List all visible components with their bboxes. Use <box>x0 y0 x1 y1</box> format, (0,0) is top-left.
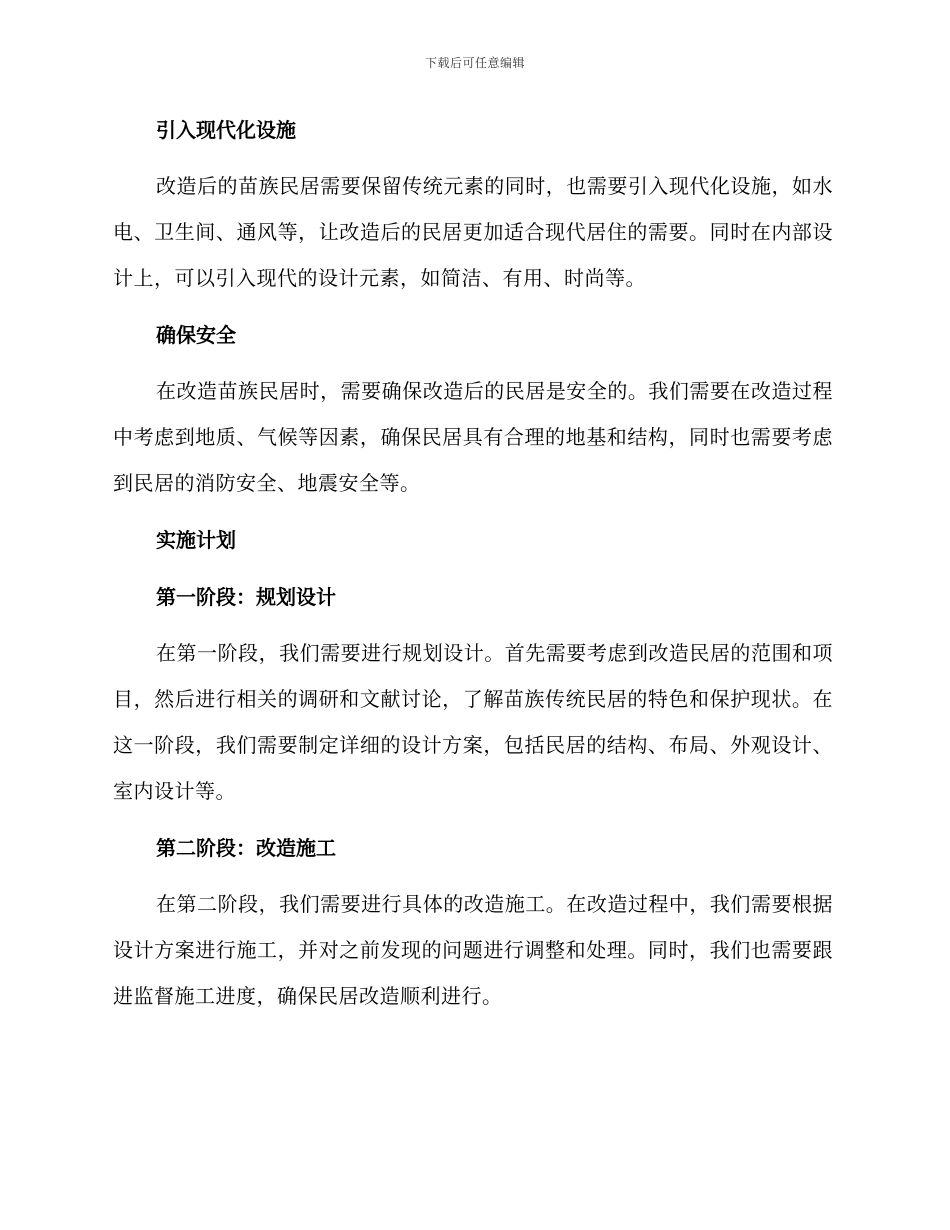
section-paragraph-phase-two: 在第二阶段，我们需要进行具体的改造施工。在改造过程中，我们需要根据设计方案进行施工，并对之前发现的问题进行调整和处理。同时，我们也需要跟进监督施工进度，确保民居改造顺利进行。 <box>113 892 833 1008</box>
section-heading-implementation-plan: 实施计划 <box>156 528 236 552</box>
document-body <box>113 106 833 1019</box>
section-paragraph-modern-facilities: 改造后的苗族民居需要保留传统元素的同时，也需要引入现代化设施，如水电、卫生间、通风等，让改造后的民居更加适合现代居住的需要。同时在内部设计上，可以引入现代的设计元素，如简洁、有用、时尚等。 <box>113 174 833 290</box>
section-heading-phase-two: 第二阶段：改造施工 <box>156 836 336 860</box>
section-heading-phase-one: 第一阶段：规划设计 <box>156 585 336 609</box>
section-heading-modern-facilities: 引入现代化设施 <box>156 118 296 142</box>
page-header-note: 下载后可任意编辑 <box>424 56 525 70</box>
section-paragraph-safety: 在改造苗族民居时，需要确保改造后的民居是安全的。我们需要在改造过程中考虑到地质、气候等因素，确保民居具有合理的地基和结构，同时也需要考虑到民居的消防安全、地震安全等。 <box>113 379 833 495</box>
section-paragraph-phase-one: 在第一阶段，我们需要进行规划设计。首先需要考虑到改造民居的范围和项目，然后进行相关的调研和文献讨论，了解苗族传统民居的特色和保护现状。在这一阶段，我们需要制定详细的设计方案，包括民居的结构、布局、外观设计、室内设计等。 <box>113 641 833 803</box>
section-heading-safety: 确保安全 <box>156 323 236 347</box>
